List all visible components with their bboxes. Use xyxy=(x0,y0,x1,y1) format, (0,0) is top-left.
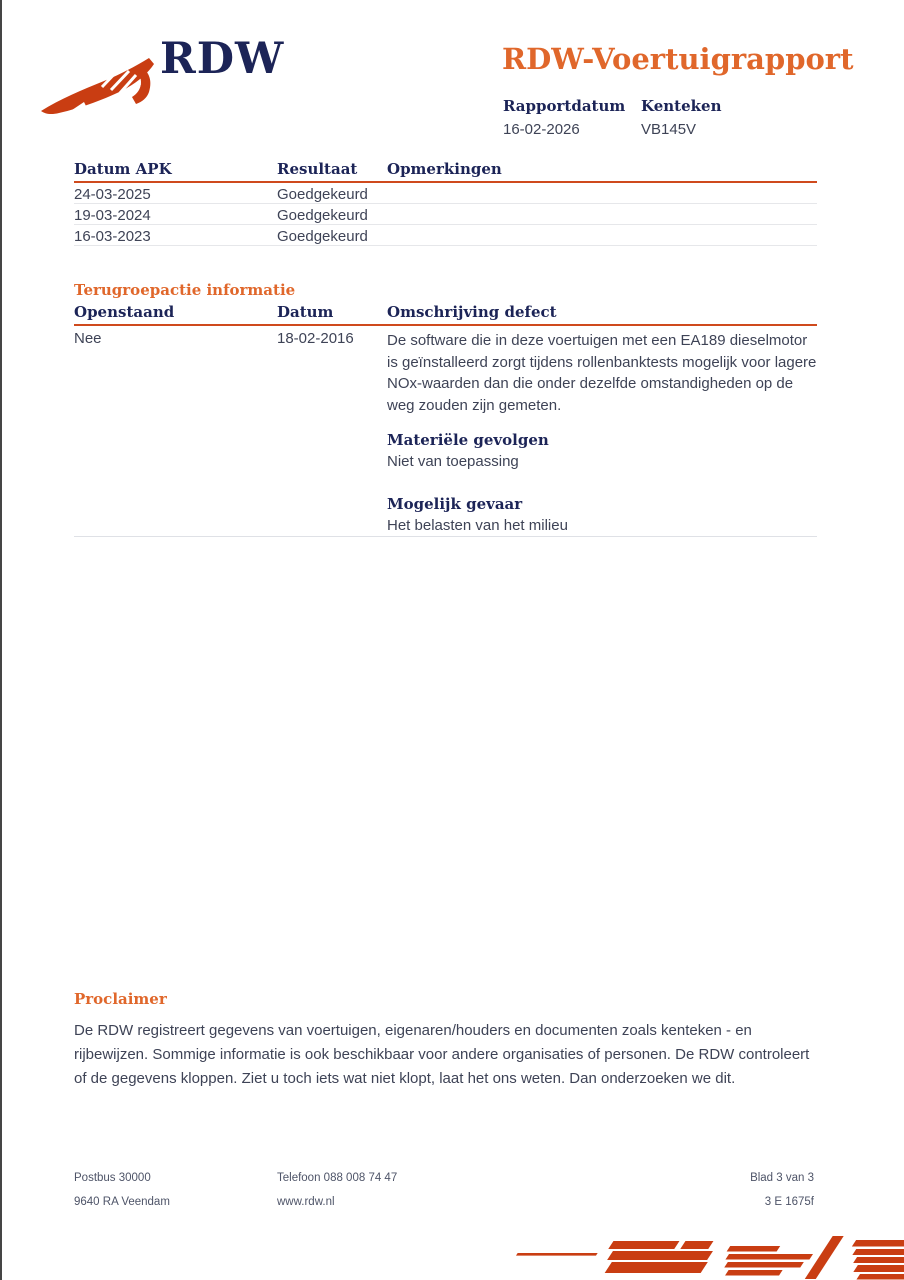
footer-website: www.rdw.nl xyxy=(277,1196,335,1208)
license-plate-block xyxy=(641,97,721,138)
report-date-label: Rapportdatum xyxy=(503,97,626,115)
section-divider xyxy=(74,536,817,537)
footer-document-code: 3 E 1675f xyxy=(764,1196,814,1208)
possible-danger-label: Mogelijk gevaar xyxy=(387,495,523,513)
apk-col-resultaat: Resultaat xyxy=(277,160,358,178)
apk-row-resultaat: Goedgekeurd xyxy=(277,186,368,203)
recall-table-header-row xyxy=(74,303,817,322)
apk-row-datum: 16-03-2023 xyxy=(74,228,151,245)
recall-col-omschrijving: Omschrijving defect xyxy=(387,303,557,321)
recall-defect-description: De software die in deze voertuigen met een EA189 dieselmotor is geïnstalleerd zorgt tijdens rollenbanktests mogelijk voor lagere NOx-waarden dan die onder dezelfde omstandigheden op de weg zouden zijn gemeten. xyxy=(387,332,817,414)
material-consequences-label: Materiële gevolgen xyxy=(387,431,549,449)
rdw-logo-feather-icon xyxy=(36,50,162,118)
table-row xyxy=(74,225,817,246)
license-plate-value: VB145V xyxy=(641,121,697,138)
footer-phone: Telefoon 088 008 74 47 xyxy=(277,1172,398,1184)
table-row xyxy=(74,204,817,225)
possible-danger-value: Het belasten van het milieu xyxy=(387,517,568,534)
table-header-rule xyxy=(74,324,817,326)
material-consequences-value: Niet van toepassing xyxy=(387,453,519,470)
rdw-logo-wordmark: RDW xyxy=(160,34,285,84)
apk-row-resultaat: Goedgekeurd xyxy=(277,228,368,245)
report-date-block xyxy=(503,97,625,138)
recall-openstaand-value: Nee xyxy=(74,330,102,347)
report-date-value: 16-02-2026 xyxy=(503,121,580,138)
apk-history-table xyxy=(74,160,817,246)
rdw-brand-stripes-icon xyxy=(512,1234,904,1280)
apk-row-resultaat: Goedgekeurd xyxy=(277,207,368,224)
recall-datum-value: 18-02-2016 xyxy=(277,330,354,347)
proclaimer-title: Proclaimer xyxy=(74,990,167,1008)
recall-col-openstaand: Openstaand xyxy=(74,303,175,321)
footer-address-line1: Postbus 30000 xyxy=(74,1172,151,1184)
apk-col-datum: Datum APK xyxy=(74,160,172,178)
page-title: RDW-Voertuigrapport xyxy=(502,42,854,76)
footer-address-line2: 9640 RA Veendam xyxy=(74,1196,170,1208)
footer-page-indicator: Blad 3 van 3 xyxy=(750,1172,814,1184)
recall-col-datum: Datum xyxy=(277,303,334,321)
proclaimer-text: De RDW registreert gegevens van voertuigen, eigenaren/houders en documenten zoals kenteken - en rijbewijzen. Sommige informatie is ook beschikbaar voor andere organisaties of personen. De RDW controleert of de gegevens kloppen. Ziet u toch iets wat niet klopt, laat het ons weten. Dan onderzoeken we dit. xyxy=(74,1022,810,1087)
recall-table xyxy=(74,303,817,414)
apk-col-opmerkingen: Opmerkingen xyxy=(387,160,502,178)
recall-section-title: Terugroepactie informatie xyxy=(74,281,296,299)
apk-table-header-row xyxy=(74,160,817,179)
apk-row-datum: 24-03-2025 xyxy=(74,186,151,203)
table-row xyxy=(74,183,817,204)
license-plate-label: Kenteken xyxy=(641,97,722,115)
apk-row-datum: 19-03-2024 xyxy=(74,207,151,224)
